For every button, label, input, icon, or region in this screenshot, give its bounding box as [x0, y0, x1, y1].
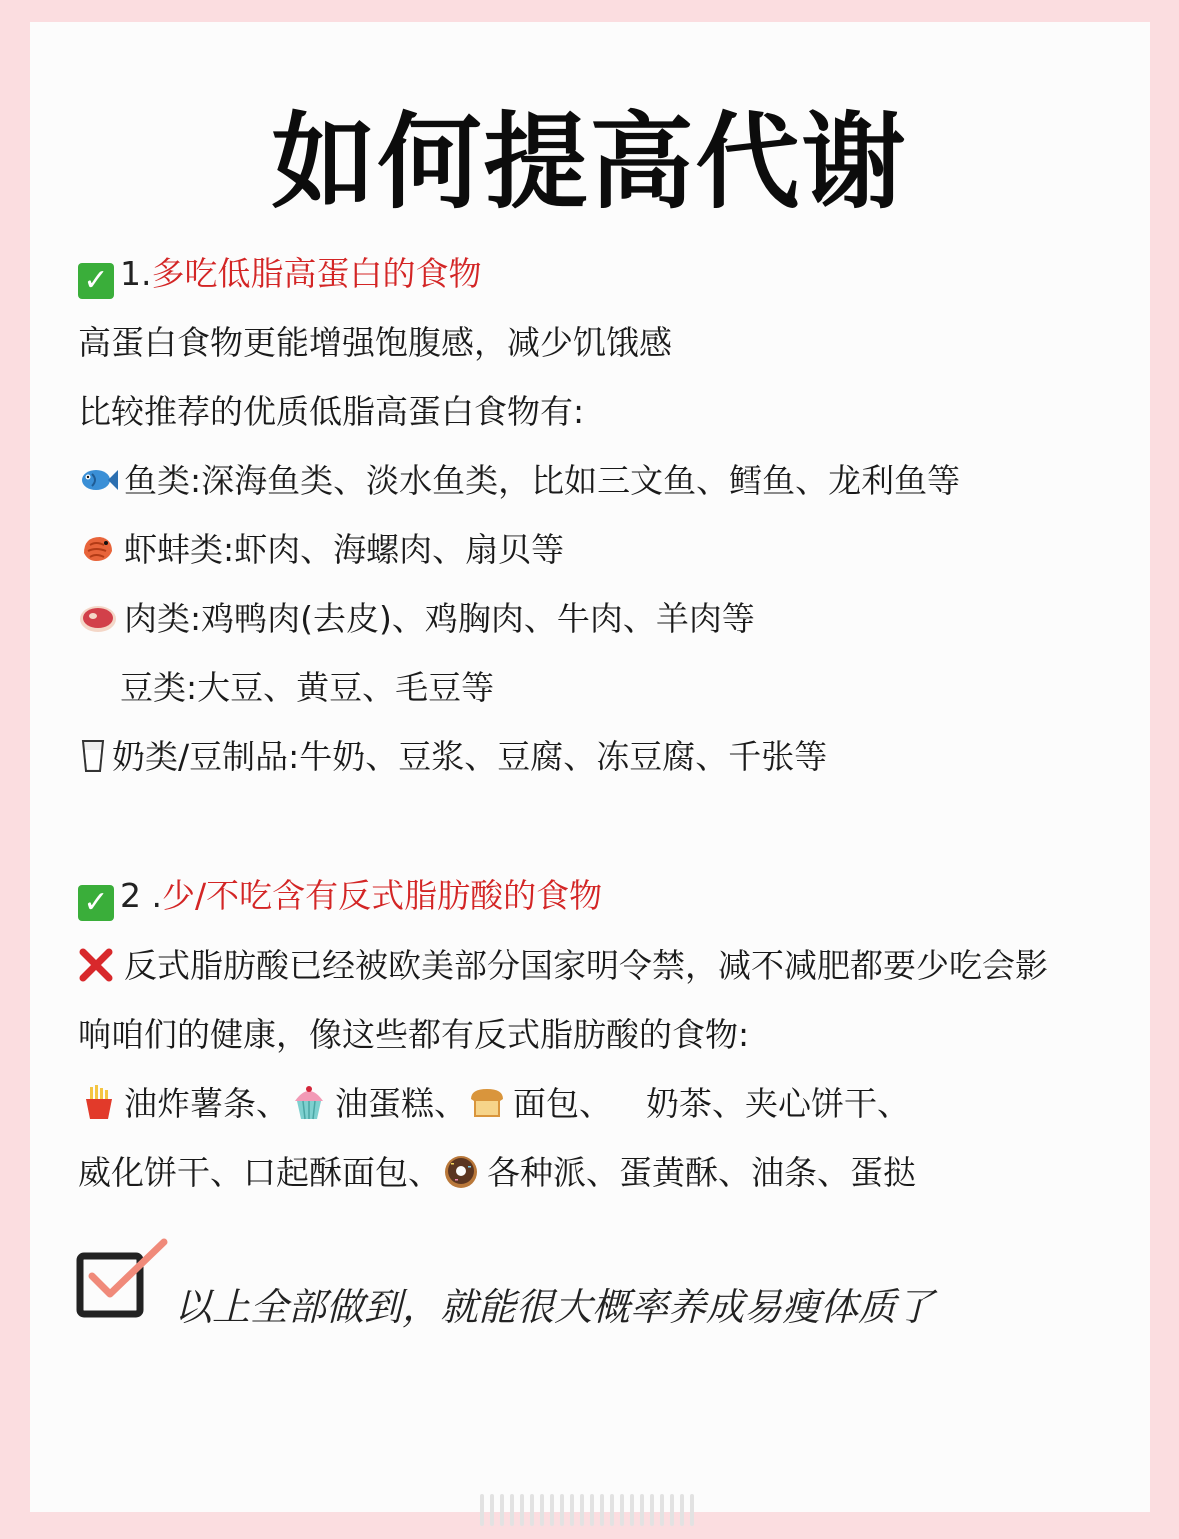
food-cake: 油蛋糕、	[335, 1084, 467, 1123]
warning-line-1	[78, 946, 1048, 986]
foods-line-2	[78, 1153, 916, 1193]
foods-line-1	[78, 1084, 910, 1124]
section1-intro2: 比较推荐的优质低脂高蛋白食物有:	[78, 392, 585, 431]
cupcake-icon	[289, 1085, 329, 1121]
list-item-shrimp	[78, 530, 564, 570]
list-item-meat	[78, 599, 755, 639]
shrimp-icon	[78, 531, 118, 567]
page-indicator	[480, 1494, 700, 1528]
list-item-fish	[78, 461, 960, 501]
list-item-text: 肉类:鸡鸭肉(去皮)、鸡胸肉、牛肉、羊肉等	[124, 599, 755, 638]
warning-line-2: 响咱们的健康，像这些都有反式脂肪酸的食物:	[78, 1015, 750, 1054]
food-tea: 奶茶、夹心饼干、	[646, 1084, 910, 1123]
list-item-text: 鱼类:深海鱼类、淡水鱼类，比如三文鱼、鳕鱼、龙利鱼等	[124, 461, 961, 500]
check-mark-icon: ✓	[78, 263, 114, 299]
donut-icon	[441, 1154, 481, 1190]
list-item-text: 奶类/豆制品:牛奶、豆浆、豆腐、冻豆腐、千张等	[112, 737, 828, 776]
warning-text: 反式脂肪酸已经被欧美部分国家明令禁，减不减肥都要少吃会影	[124, 946, 1048, 985]
section1-title: 多吃低脂高蛋白的食物	[151, 254, 482, 293]
cross-mark-icon	[78, 947, 114, 983]
section2-heading	[78, 876, 602, 921]
food-fries: 油炸薯条、	[124, 1084, 289, 1123]
food-list-part1: 威化饼干、口起酥面包、	[78, 1153, 441, 1192]
section2-title: 少/不吃含有反式脂肪酸的食物	[161, 876, 603, 915]
milk-icon	[78, 738, 108, 774]
conclusion-text: 以上全部做到，就能很大概率养成易瘦体质了	[174, 1285, 935, 1329]
fries-icon	[78, 1085, 118, 1121]
bread-icon	[467, 1085, 507, 1121]
section1-heading	[78, 254, 482, 299]
food-list-part2: 各种派、蛋黄酥、油条、蛋挞	[487, 1153, 916, 1192]
fish-icon	[78, 462, 118, 498]
page-title: 如何提高代谢	[271, 101, 908, 223]
section1-intro1: 高蛋白食物更能增强饱腹感，减少饥饿感	[78, 323, 672, 362]
checkbox-check-icon	[74, 1236, 174, 1326]
meat-icon	[78, 600, 118, 636]
section2-number: 2 .	[120, 876, 162, 915]
food-bread: 面包、	[513, 1084, 612, 1123]
list-item-beans: 豆类:大豆、黄豆、毛豆等	[120, 668, 495, 707]
list-item-text: 虾蚌类:虾肉、海螺肉、扇贝等	[124, 530, 565, 569]
list-item-milk	[78, 737, 827, 777]
check-mark-icon: ✓	[78, 885, 114, 921]
section1-number: 1.	[120, 254, 152, 293]
